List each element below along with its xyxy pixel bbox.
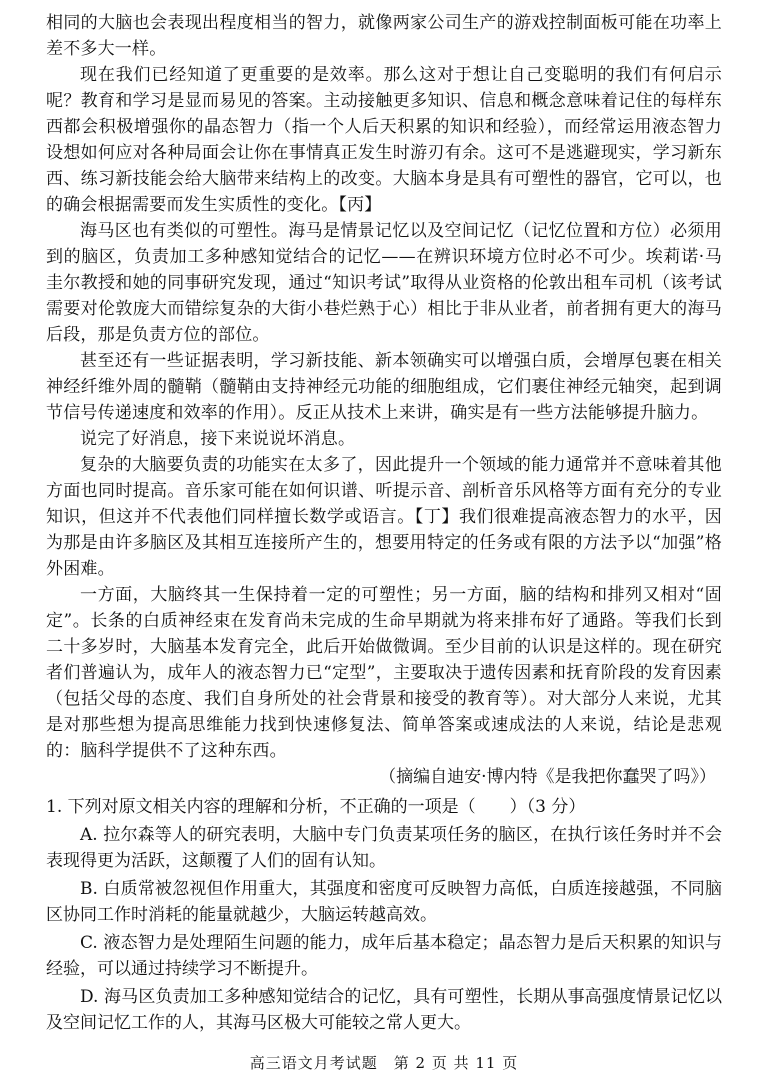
passage-paragraph: 说完了好消息，接下来说说坏消息。 bbox=[80, 429, 356, 449]
option-c: C. 液态智力是处理陌生问题的能力，成年后基本稳定；晶态智力是后天积累的知识与经验，可以通过持续学习不断提升。 bbox=[46, 933, 722, 979]
option-a: A. 拉尔森等人的研究表明，大脑中专门负责某项任务的脑区，在执行该任务时并不会表现得更为活跃，这颠覆了人们的固有认知。 bbox=[46, 825, 722, 871]
passage-source: （摘编自迪安·博内特《是我把你蠢哭了吗》） bbox=[379, 767, 716, 787]
passage-paragraph: 复杂的大脑要负责的功能实在太多了，因此提升一个领域的能力通常并不意味着其他方面也同时提高。音乐家可能在如何识谱、听提示音、剖析音乐风格等方面有充分的专业知识，但这并不代表他们同样擅长数学或语言。【丁】我们很难提高液态智力的水平，因为那是由许多脑区及其相互连接所产生的，想要用特定的任务或有限的方法予以“加强”格外困难。 bbox=[46, 455, 722, 579]
question-stem: 1. 下列对原文相关内容的理解和分析，不正确的一项是（ ）（3 分） bbox=[46, 797, 586, 817]
option-b: B. 白质常被忽视但作用重大，其强度和密度可反映智力高低，白质连接越强，不同脑区协同工作时消耗的能量就越少，大脑运转越高效。 bbox=[46, 879, 722, 925]
passage-paragraph: 甚至还有一些证据表明，学习新技能、新本领确实可以增强白质，会增厚包裹在相关神经纤维外周的髓鞘（髓鞘由支持神经元功能的细胞组成，它们裹住神经元轴突，起到调节信号传递速度和效率的作用）。反正从技术上来讲，确实是有一些方法能够提升脑力。 bbox=[46, 351, 722, 423]
passage-paragraph: 海马区也有类似的可塑性。海马是情景记忆以及空间记忆（记忆位置和方位）必须用到的脑区，负责加工多种感知觉结合的记忆——在辨识环境方位时必不可少。埃莉诺·马圭尔教授和她的同事研究发现，通过“知识考试”取得从业资格的伦敦出租车司机（该考试需要对伦敦庞大而错综复杂的大街小巷烂熟于心）相比于非从业者，前者拥有更大的海马后段，那是负责方位的部位。 bbox=[46, 221, 722, 345]
option-d: D. 海马区负责加工多种感知觉结合的记忆，具有可塑性，长期从事高强度情景记忆以及空间记忆工作的人，其海马区极大可能较之常人更大。 bbox=[46, 987, 722, 1033]
page-footer: 高三语文月考试题 第 2 页 共 11 页 bbox=[249, 1054, 519, 1072]
passage-paragraph: 一方面，大脑终其一生保持着一定的可塑性；另一方面，脑的结构和排列又相对“固定”。长条的白质神经束在发育尚未完成的生命早期就为将来排布好了通路。等我们长到二十多岁时，大脑基本发育完全，此后开始做微调。至少目前的认识是这样的。现在研究者们普遍认为，成年人的液态智力已“定型”，主要取决于遗传因素和抚育阶段的发育因素（包括父母的态度、我们自身所处的社会背景和接受的教育等）。对大部分人来说，尤其是对那些想为提高思维能力找到快速修复法、简单答案或速成法的人来说，结论是悲观的：脑科学提供不了这种东西。 bbox=[46, 585, 722, 761]
passage-paragraph: 现在我们已经知道了更重要的是效率。那么这对于想让自己变聪明的我们有何启示呢？教育和学习是显而易见的答案。主动接触更多知识、信息和概念意味着记住的每样东西都会积极增强你的晶态智力（指一个人后天积累的知识和经验），而经常运用液态智力设想如何应对各种局面会让你在事情真正发生时游刃有余。这可不是逃避现实，学习新东西、练习新技能会给大脑带来结构上的改变。大脑本身是具有可塑性的器官，它可以，也的确会根据需要而发生实质性的变化。【丙】 bbox=[46, 65, 722, 215]
passage-paragraph-continued: 相同的大脑也会表现出程度相当的智力，就像两家公司生产的游戏控制面板可能在功率上差不多大一样。 bbox=[46, 13, 722, 59]
